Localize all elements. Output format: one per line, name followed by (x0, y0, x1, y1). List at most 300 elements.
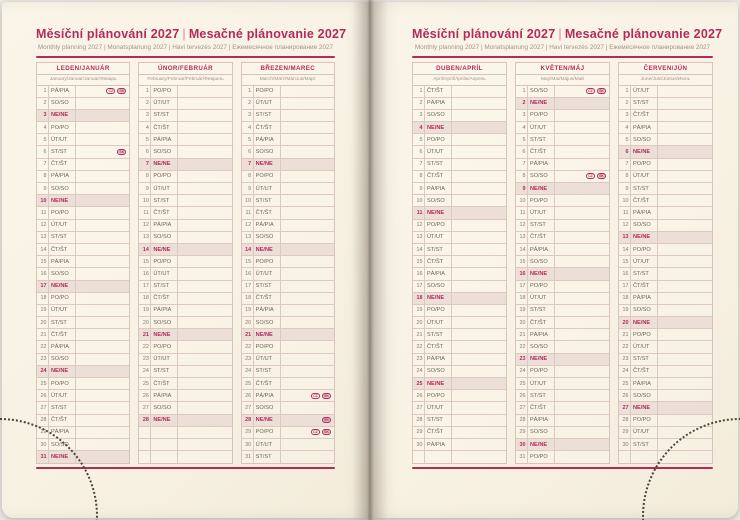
day-number-cell: 28 (619, 415, 631, 426)
weekday-cell: NE/NE (631, 317, 658, 328)
day-number-cell: 23 (139, 354, 151, 365)
day-row (516, 329, 609, 341)
day-number-cell: 24 (242, 366, 254, 377)
weekday-cell: ÚT/UT (254, 439, 281, 450)
weekday-cell: ÚT/UT (151, 183, 178, 194)
day-number-cell: 16 (619, 268, 631, 279)
day-row (619, 195, 712, 207)
weekday-cell: ST/ST (254, 110, 281, 121)
day-number-cell: 23 (619, 354, 631, 365)
day-row (413, 183, 506, 195)
notes-cell (178, 415, 231, 426)
day-row (242, 378, 334, 390)
month-name: DUBEN/APRÍL (413, 63, 506, 75)
weekday-cell: ST/ST (528, 220, 555, 231)
day-row-sunday (619, 402, 712, 414)
day-row (242, 195, 334, 207)
notes-cell (658, 317, 712, 328)
weekday-cell: ÚT/UT (425, 402, 452, 413)
day-row (516, 110, 609, 122)
day-row (516, 220, 609, 232)
weekday-cell: ST/ST (528, 390, 555, 401)
notes-cell (281, 110, 334, 121)
day-row-sunday (242, 244, 334, 256)
day-row-sunday (242, 415, 334, 427)
notes-cell (555, 256, 609, 267)
day-row (413, 98, 506, 110)
month-languages: January/Januar/Január/Январь (37, 75, 129, 86)
day-number-cell: 10 (139, 195, 151, 206)
day-number-cell: 15 (242, 256, 254, 267)
notes-cell (178, 122, 231, 133)
day-number-cell: 25 (619, 378, 631, 389)
weekday-cell: ČT/ŠT (425, 171, 452, 182)
weekday-cell: PÁ/PIA (49, 171, 76, 182)
weekday-cell: PÁ/PIA (254, 390, 281, 401)
day-row (37, 317, 129, 329)
notes-cell (452, 232, 506, 243)
weekday-cell: SO/SO (425, 281, 452, 292)
weekday-cell: SO/SO (254, 146, 281, 157)
weekday-cell: ST/ST (631, 183, 658, 194)
month-table (618, 62, 713, 464)
day-number-cell: 1 (242, 86, 254, 97)
day-row (242, 134, 334, 146)
day-number-cell: 5 (516, 134, 528, 145)
day-number-cell: 15 (139, 256, 151, 267)
weekday-cell: ST/ST (631, 354, 658, 365)
notes-cell (658, 268, 712, 279)
day-number-cell: 14 (37, 244, 49, 255)
day-number-cell: 12 (37, 220, 49, 231)
weekday-cell: ÚT/UT (151, 268, 178, 279)
day-number-cell: 25 (413, 378, 425, 389)
day-number-cell: 7 (413, 159, 425, 170)
day-row (37, 305, 129, 317)
day-number-cell: 21 (516, 329, 528, 340)
day-row (37, 329, 129, 341)
notes-cell (658, 341, 712, 352)
notes-cell (281, 439, 334, 450)
day-number-cell: 3 (37, 110, 49, 121)
day-row (413, 232, 506, 244)
day-number-cell: 27 (139, 402, 151, 413)
notes-cell (658, 110, 712, 121)
holiday-badge-sk: SK (117, 88, 126, 94)
day-number-cell: 18 (516, 293, 528, 304)
notes-cell (281, 354, 334, 365)
day-number-cell: 25 (139, 378, 151, 389)
day-number-cell: 5 (619, 134, 631, 145)
weekday-cell: NE/NE (49, 110, 76, 121)
day-number-cell: 18 (619, 293, 631, 304)
month-columns-left (36, 62, 335, 464)
notes-cell (452, 268, 506, 279)
day-number-cell: 16 (242, 268, 254, 279)
day-number-cell: 28 (242, 415, 254, 426)
day-number-cell: 8 (413, 171, 425, 182)
day-row (619, 390, 712, 402)
weekday-cell: SO/SO (151, 402, 178, 413)
weekday-cell: PÁ/PIA (631, 293, 658, 304)
day-number-cell: 9 (619, 183, 631, 194)
notes-cell (452, 317, 506, 328)
weekday-cell: PO/PO (425, 305, 452, 316)
month-name: BŘEZEN/MAREC (242, 63, 334, 75)
day-number-cell: 21 (619, 329, 631, 340)
day-number-cell: 24 (619, 366, 631, 377)
day-number-cell: 10 (413, 195, 425, 206)
notes-cell (452, 366, 506, 377)
weekday-cell (151, 427, 178, 438)
day-number-cell (413, 451, 425, 463)
day-row (619, 122, 712, 134)
day-number-cell: 30 (413, 439, 425, 450)
weekday-cell: ČT/ŠT (425, 86, 452, 97)
notes-cell (555, 268, 609, 279)
weekday-cell: ČT/ŠT (254, 293, 281, 304)
weekday-cell: PO/PO (151, 341, 178, 352)
weekday-cell: ÚT/UT (631, 171, 658, 182)
weekday-cell: NE/NE (254, 244, 281, 255)
weekday-cell: ÚT/UT (254, 354, 281, 365)
weekday-cell: PO/PO (528, 366, 555, 377)
top-rule (412, 56, 713, 58)
weekday-cell: SO/SO (528, 171, 555, 182)
notes-cell (178, 378, 231, 389)
day-row (242, 86, 334, 98)
day-number-cell: 30 (516, 439, 528, 450)
weekday-cell: NE/NE (528, 354, 555, 365)
weekday-cell: ČT/ŠT (631, 281, 658, 292)
weekday-cell: ČT/ŠT (631, 110, 658, 121)
day-row (516, 232, 609, 244)
weekday-cell: PÁ/PIA (631, 378, 658, 389)
notes-cell (281, 305, 334, 316)
notes-cell (178, 86, 231, 97)
day-row (37, 427, 129, 439)
weekday-cell: ST/ST (528, 305, 555, 316)
notes-cell (555, 390, 609, 401)
day-number-cell: 16 (37, 268, 49, 279)
day-number-cell: 24 (37, 366, 49, 377)
weekday-cell: ST/ST (49, 232, 76, 243)
notes-cell (76, 220, 129, 231)
notes-cell (178, 207, 231, 218)
notes-cell (452, 378, 506, 389)
weekday-cell: ČT/ŠT (631, 366, 658, 377)
notes-cell (452, 171, 506, 182)
day-number-cell: 4 (139, 122, 151, 133)
notes-cell (658, 293, 712, 304)
day-row (619, 341, 712, 353)
day-number-cell: 9 (242, 183, 254, 194)
day-number-cell: 31 (516, 451, 528, 463)
notes-cell (281, 451, 334, 463)
notes-cell (555, 329, 609, 340)
bottom-rule (412, 467, 713, 469)
day-row (242, 122, 334, 134)
weekday-cell: PÁ/PIA (151, 305, 178, 316)
day-number-cell: 10 (516, 195, 528, 206)
weekday-cell: SO/SO (49, 183, 76, 194)
day-row-sunday (413, 122, 506, 134)
weekday-cell: ST/ST (528, 134, 555, 145)
notes-cell (76, 256, 129, 267)
day-number-cell: 27 (413, 402, 425, 413)
day-row (139, 207, 231, 219)
notes-cell (452, 402, 506, 413)
day-number-cell: 28 (516, 415, 528, 426)
weekday-cell: ČT/ŠT (151, 378, 178, 389)
day-row (413, 86, 506, 98)
day-row-sunday (242, 329, 334, 341)
notes-cell (281, 244, 334, 255)
month-table (241, 62, 335, 464)
weekday-cell: ÚT/UT (151, 354, 178, 365)
day-row (516, 378, 609, 390)
day-number-cell: 6 (516, 146, 528, 157)
weekday-cell: PÁ/PIA (49, 341, 76, 352)
notes-cell (281, 146, 334, 157)
day-row (619, 171, 712, 183)
day-row (37, 207, 129, 219)
day-number-cell: 29 (413, 427, 425, 438)
weekday-cell: SO/SO (254, 317, 281, 328)
day-number-cell: 2 (242, 98, 254, 109)
day-row (242, 207, 334, 219)
notes-cell (452, 220, 506, 231)
day-number-cell: 23 (516, 354, 528, 365)
day-row (242, 232, 334, 244)
notes-cell (76, 146, 129, 157)
day-number-cell: 11 (139, 207, 151, 218)
notes-cell (555, 98, 609, 109)
weekday-cell: ÚT/UT (49, 220, 76, 231)
day-number-cell: 29 (37, 427, 49, 438)
day-number-cell: 18 (242, 293, 254, 304)
day-number-cell: 5 (413, 134, 425, 145)
day-number-cell: 22 (516, 341, 528, 352)
weekday-cell: PO/PO (631, 329, 658, 340)
day-row (37, 159, 129, 171)
day-row (139, 281, 231, 293)
notes-cell (281, 232, 334, 243)
holiday-badge-sk: SK (117, 149, 126, 155)
page-subtitle: Monthly planning 2027 | Monatsplanung 2027 | Havi tervezés 2027 | Ежемесячное планирование 2027 (37, 44, 334, 51)
notes-cell (658, 146, 712, 157)
weekday-cell: SO/SO (151, 146, 178, 157)
day-row (242, 268, 334, 280)
notes-cell (658, 427, 712, 438)
day-row (516, 256, 609, 268)
notes-cell (76, 378, 129, 389)
notes-cell (452, 244, 506, 255)
month-languages: April/April/Április/Апрель (413, 75, 506, 86)
day-number-cell: 6 (37, 146, 49, 157)
weekday-cell: ST/ST (254, 366, 281, 377)
day-number-cell: 13 (139, 232, 151, 243)
notes-cell (178, 341, 231, 352)
day-number-cell: 3 (242, 110, 254, 121)
day-number-cell: 14 (516, 244, 528, 255)
weekday-cell: ÚT/UT (528, 378, 555, 389)
day-row-sunday (413, 207, 506, 219)
month-table (412, 62, 507, 464)
weekday-cell: ÚT/UT (425, 232, 452, 243)
weekday-cell: NE/NE (49, 281, 76, 292)
day-number-cell: 20 (516, 317, 528, 328)
day-number-cell: 1 (516, 86, 528, 97)
weekday-cell: NE/NE (151, 329, 178, 340)
month-languages: June/Juni/Június/Июнь (619, 75, 712, 86)
day-row (619, 366, 712, 378)
weekday-cell: ČT/ŠT (49, 329, 76, 340)
weekday-cell: ST/ST (254, 195, 281, 206)
notes-cell (178, 110, 231, 121)
day-number-cell: 24 (413, 366, 425, 377)
day-number-cell: 8 (242, 171, 254, 182)
weekday-cell: ST/ST (49, 146, 76, 157)
weekday-cell: NE/NE (151, 244, 178, 255)
day-number-cell: 5 (139, 134, 151, 145)
month-table (138, 62, 232, 464)
notes-cell (658, 256, 712, 267)
notes-cell (178, 305, 231, 316)
weekday-cell: PÁ/PIA (254, 305, 281, 316)
notes-cell (281, 366, 334, 377)
day-row (413, 244, 506, 256)
day-row (413, 134, 506, 146)
month-name: KVĚTEN/MÁJ (516, 63, 609, 75)
weekday-cell: PÁ/PIA (631, 207, 658, 218)
day-row (139, 195, 231, 207)
notes-cell (281, 207, 334, 218)
day-number-cell: 24 (516, 366, 528, 377)
weekday-cell: SO/SO (528, 427, 555, 438)
day-number-cell: 20 (619, 317, 631, 328)
weekday-cell: PO/PO (151, 256, 178, 267)
page-title-slovak: Mesačné plánovanie 2027 (188, 27, 347, 41)
day-row (619, 134, 712, 146)
day-number-cell: 2 (139, 98, 151, 109)
notes-cell (555, 341, 609, 352)
holiday-badge-cz: CZ (311, 393, 320, 399)
notes-cell (76, 98, 129, 109)
day-row (37, 122, 129, 134)
day-row-sunday (516, 354, 609, 366)
notes-cell (555, 439, 609, 450)
weekday-cell: ÚT/UT (631, 341, 658, 352)
notes-cell (281, 86, 334, 97)
day-number-cell: 26 (139, 390, 151, 401)
notes-cell (452, 195, 506, 206)
notes-cell (658, 439, 712, 450)
notes-cell (76, 354, 129, 365)
day-number-cell: 12 (242, 220, 254, 231)
weekday-cell: PO/PO (528, 195, 555, 206)
notes-cell (555, 195, 609, 206)
day-number-cell: 2 (413, 98, 425, 109)
day-row (413, 256, 506, 268)
day-number-cell: 21 (242, 329, 254, 340)
day-row (619, 256, 712, 268)
day-number-cell: 17 (139, 281, 151, 292)
day-number-cell: 21 (139, 329, 151, 340)
day-row (619, 207, 712, 219)
notes-cell (452, 451, 506, 463)
day-number-cell: 25 (516, 378, 528, 389)
day-number-cell: 14 (242, 244, 254, 255)
weekday-cell: PÁ/PIA (425, 268, 452, 279)
day-row (413, 341, 506, 353)
day-number-cell: 22 (413, 341, 425, 352)
day-row-sunday (413, 293, 506, 305)
notes-cell (281, 122, 334, 133)
day-row (139, 402, 231, 414)
day-row (139, 378, 231, 390)
weekday-cell: NE/NE (254, 159, 281, 170)
weekday-cell: ST/ST (151, 281, 178, 292)
weekday-cell: PO/PO (254, 341, 281, 352)
weekday-cell: PO/PO (254, 256, 281, 267)
day-row (516, 86, 609, 98)
day-number-cell: 6 (242, 146, 254, 157)
weekday-cell: PO/PO (528, 451, 555, 463)
day-row (619, 439, 712, 451)
day-row (242, 427, 334, 439)
weekday-cell: ÚT/UT (254, 268, 281, 279)
notes-cell (555, 110, 609, 121)
notes-cell (281, 98, 334, 109)
day-row (242, 366, 334, 378)
weekday-cell: SO/SO (49, 354, 76, 365)
notes-cell (281, 415, 334, 426)
day-row (619, 378, 712, 390)
weekday-cell: NE/NE (631, 146, 658, 157)
day-row (37, 98, 129, 110)
day-row (516, 451, 609, 463)
day-number-cell: 29 (242, 427, 254, 438)
day-row (619, 110, 712, 122)
weekday-cell: PÁ/PIA (528, 415, 555, 426)
notes-cell (658, 354, 712, 365)
day-row (619, 354, 712, 366)
weekday-cell: NE/NE (49, 195, 76, 206)
weekday-cell: PO/PO (49, 207, 76, 218)
day-number-cell: 29 (619, 427, 631, 438)
day-number-cell: 7 (139, 159, 151, 170)
weekday-cell: NE/NE (254, 415, 281, 426)
weekday-cell: PO/PO (49, 122, 76, 133)
day-row (139, 183, 231, 195)
day-number-cell: 20 (413, 317, 425, 328)
day-row (139, 427, 231, 439)
weekday-cell: SO/SO (631, 134, 658, 145)
notes-cell (452, 122, 506, 133)
day-row-sunday (139, 415, 231, 427)
day-row (413, 317, 506, 329)
notes-cell (452, 183, 506, 194)
holiday-badge-sk: SK (597, 88, 606, 94)
notes-cell (178, 256, 231, 267)
notes-cell (555, 134, 609, 145)
day-number-cell: 8 (516, 171, 528, 182)
page-title-slovak: Mesačné plánovanie 2027 (564, 27, 723, 41)
weekday-cell: ČT/ŠT (151, 293, 178, 304)
weekday-cell: PO/PO (151, 86, 178, 97)
day-number-cell: 12 (139, 220, 151, 231)
